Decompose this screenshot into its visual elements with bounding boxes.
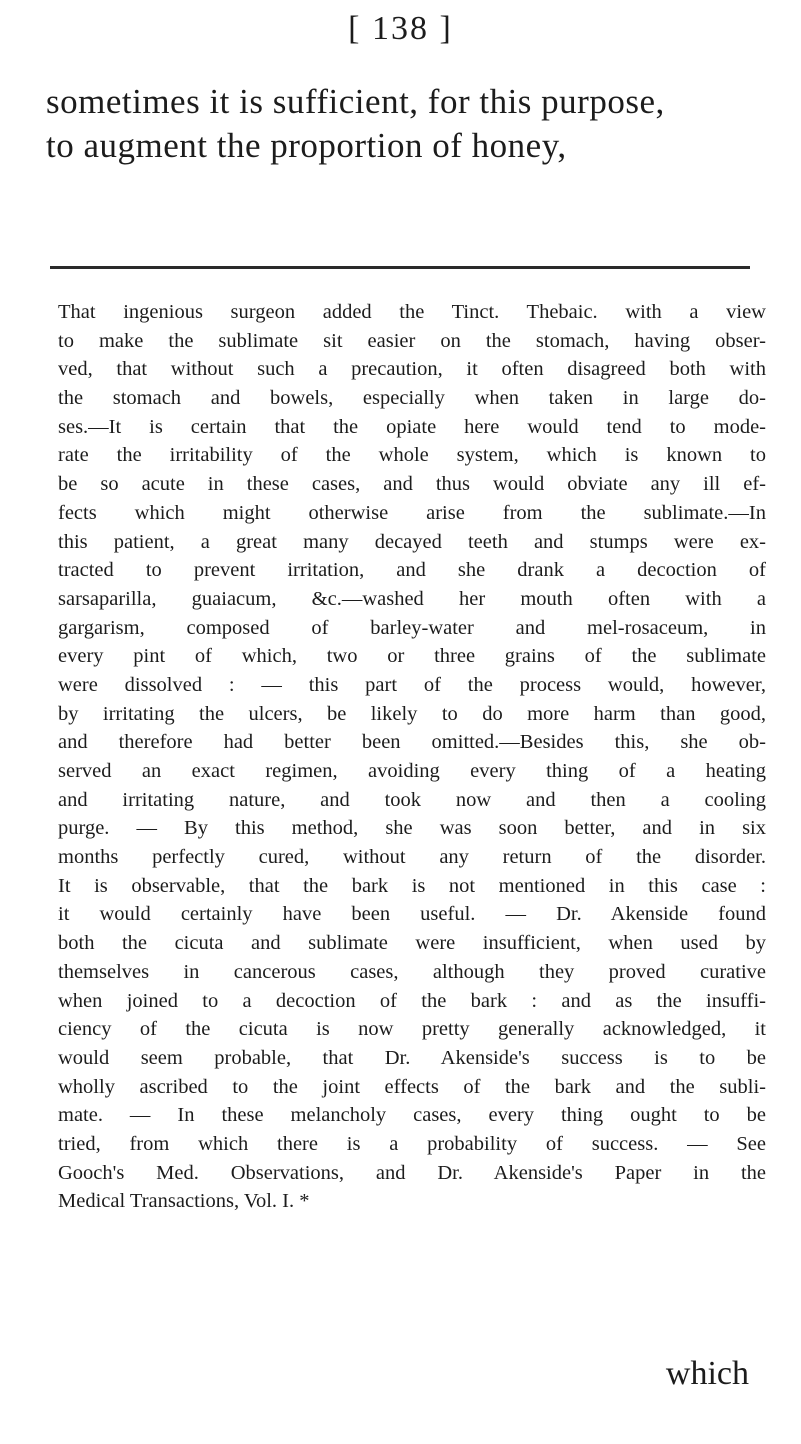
footnote-line: and irritating nature, and took now and then a cooling (58, 788, 766, 811)
main-text-line: to augment the proportion of honey, (46, 126, 567, 165)
footnote-line: when joined to a decoction of the bark : and as the insuffi- (58, 989, 766, 1012)
footnote-line: fects which might otherwise arise from the sublimate.—In (58, 501, 766, 524)
footnote-line: themselves in cancerous cases, although they proved curative (58, 960, 766, 983)
footnote-line: sarsaparilla, guaiacum, &c.—washed her mouth often with a (58, 587, 766, 610)
footnote-line: Medical Transactions, Vol. I. * (58, 1190, 310, 1213)
footnote-line: gargarism, composed of barley-water and mel-rosaceum, in (58, 616, 766, 639)
footnote-line: be so acute in these cases, and thus would obviate any ill ef- (58, 473, 766, 496)
footnote-line: it would certainly have been useful. — Dr. Akenside found (58, 903, 766, 926)
footnote-line: both the cicuta and sublimate were insufficient, when used by (58, 932, 766, 955)
footnote-separator-rule (50, 266, 750, 269)
footnote-line: this patient, a great many decayed teeth and stumps were ex- (58, 530, 766, 553)
footnote-line: tracted to prevent irritation, and she drank a decoction of (58, 559, 766, 582)
footnote-line: ses.—It is certain that the opiate here would tend to mode- (58, 415, 766, 438)
footnote-line: That ingenious surgeon added the Tinct. Thebaic. with a view (58, 301, 766, 323)
footnote-line: Gooch's Med. Observations, and Dr. Akenside's Paper in the (58, 1161, 766, 1184)
footnote-line: mate. — In these melancholy cases, every thing ought to be (58, 1104, 766, 1127)
footnote (58, 298, 766, 1216)
page-number: [ 138 ] (348, 10, 453, 47)
footnote-line: every pint of which, two or three grains of the sublimate (58, 645, 766, 668)
main-text (46, 80, 766, 168)
footnote-line: purge. — By this method, she was soon better, and in six (58, 817, 766, 840)
footnote-line: ciency of the cicuta is now pretty generally acknowledged, it (58, 1018, 766, 1041)
footnote-line: would seem probable, that Dr. Akenside's success is to be (58, 1046, 766, 1069)
footnote-line: ved, that without such a precaution, it often disagreed both with (58, 358, 766, 381)
footnote-line: wholly ascribed to the joint effects of the bark and the subli- (58, 1075, 766, 1098)
footnote-line: by irritating the ulcers, be likely to do more harm than good, (58, 702, 766, 725)
catchword: which (665, 1355, 749, 1392)
footnote-line: served an exact regimen, avoiding every thing of a heating (58, 760, 766, 782)
footnote-line: to make the sublimate sit easier on the stomach, having obser- (58, 329, 766, 352)
footnote-line: and therefore had better been omitted.—Besides this, she ob- (58, 731, 766, 754)
main-text-line: sometimes it is sufficient, for this purpose, (46, 82, 665, 121)
footnote-line: the stomach and bowels, especially when taken in large do- (58, 387, 766, 410)
footnote-line: months perfectly cured, without any return of the disorder. (58, 846, 766, 869)
footnote-line: It is observable, that the bark is not mentioned in this case : (58, 874, 766, 897)
footnote-line: tried, from which there is a probability of success. — See (58, 1132, 766, 1155)
footnote-line: were dissolved : — this part of the process would, however, (58, 673, 766, 696)
footnote-line: rate the irritability of the whole system, which is known to (58, 444, 766, 467)
